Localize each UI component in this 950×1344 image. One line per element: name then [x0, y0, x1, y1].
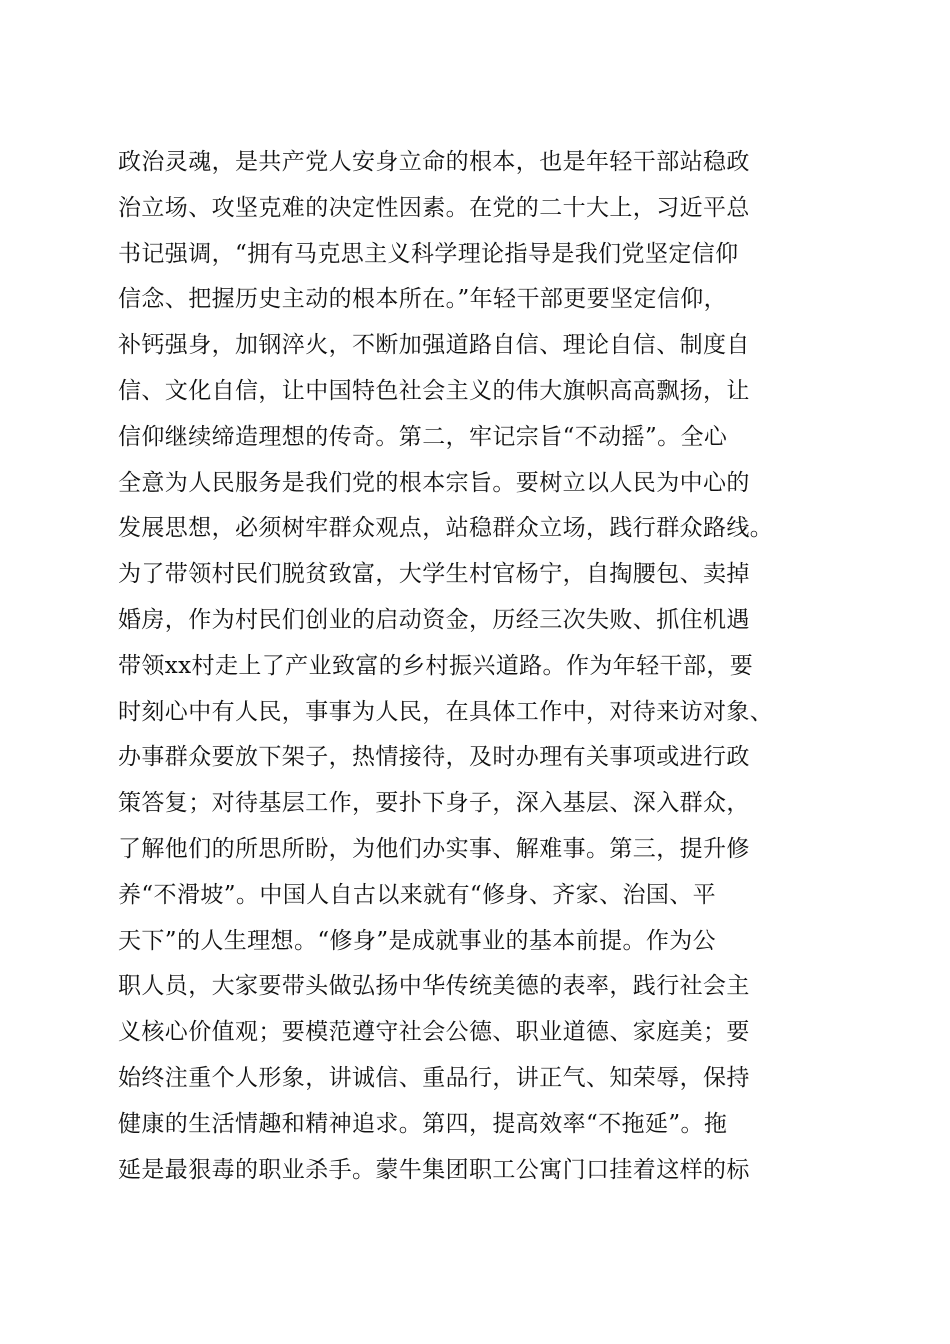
text-line: 始终注重个人形象，讲诚信、重品行，讲正气、知荣辱，保持	[118, 1064, 750, 1091]
text-line: 办事群众要放下架子，热情接待，及时办理有关事项或进行政	[118, 744, 750, 771]
text-line: 了解他们的所思所盼，为他们办实事、解难事。第三，提升修	[118, 835, 750, 862]
text-line: 信念、把握历史主动的根本所在。”年轻干部更要坚定信仰，	[118, 286, 728, 313]
text-line: 信仰继续缔造理想的传奇。第二，牢记宗旨“不动摇”。全心	[118, 423, 728, 450]
text-line: 延是最狠毒的职业杀手。蒙牛集团职工公寓门口挂着这样的标	[118, 1156, 750, 1183]
text-line: 发展思想，必须树牢群众观点，站稳群众立场，践行群众路线。	[118, 515, 774, 542]
text-line: 义核心价值观；要模范遵守社会公德、职业道德、家庭美；要	[118, 1019, 750, 1046]
text-line: 书记强调，“拥有马克思主义科学理论指导是我们党坚定信仰	[118, 240, 739, 267]
text-line: 婚房，作为村民们创业的启动资金，历经三次失败、抓住机遇	[118, 606, 750, 633]
text-line: 带领xx村走上了产业致富的乡村振兴道路。作为年轻干部，要	[118, 652, 754, 679]
text-line: 策答复；对待基层工作，要扑下身子，深入基层、深入群众，	[118, 790, 750, 817]
text-line: 全意为人民服务是我们党的根本宗旨。要树立以人民为中心的	[118, 469, 750, 496]
text-line: 养“不滑坡”。中国人自古以来就有“修身、齐家、治国、平	[118, 881, 717, 908]
body-text	[118, 140, 838, 1193]
text-line: 补钙强身，加钢淬火，不断加强道路自信、理论自信、制度自	[118, 332, 750, 359]
text-line: 信、文化自信，让中国特色社会主义的伟大旗帜高高飘扬，让	[118, 377, 750, 404]
text-line: 健康的生活情趣和精神追求。第四，提高效率“不拖延”。拖	[118, 1110, 728, 1137]
text-line: 为了带领村民们脱贫致富，大学生村官杨宁，自掏腰包、卖掉	[118, 561, 750, 588]
text-line: 天下”的人生理想。“修身”是成就事业的基本前提。作为公	[118, 927, 717, 954]
text-line: 职人员，大家要带头做弘扬中华传统美德的表率，践行社会主	[118, 973, 750, 1000]
text-line: 政治灵魂，是共产党人安身立命的根本，也是年轻干部站稳政	[118, 149, 750, 175]
text-line: 治立场、攻坚克难的决定性因素。在党的二十大上，习近平总	[118, 194, 750, 221]
text-line: 时刻心中有人民，事事为人民，在具体工作中，对待来访对象、	[118, 698, 774, 725]
